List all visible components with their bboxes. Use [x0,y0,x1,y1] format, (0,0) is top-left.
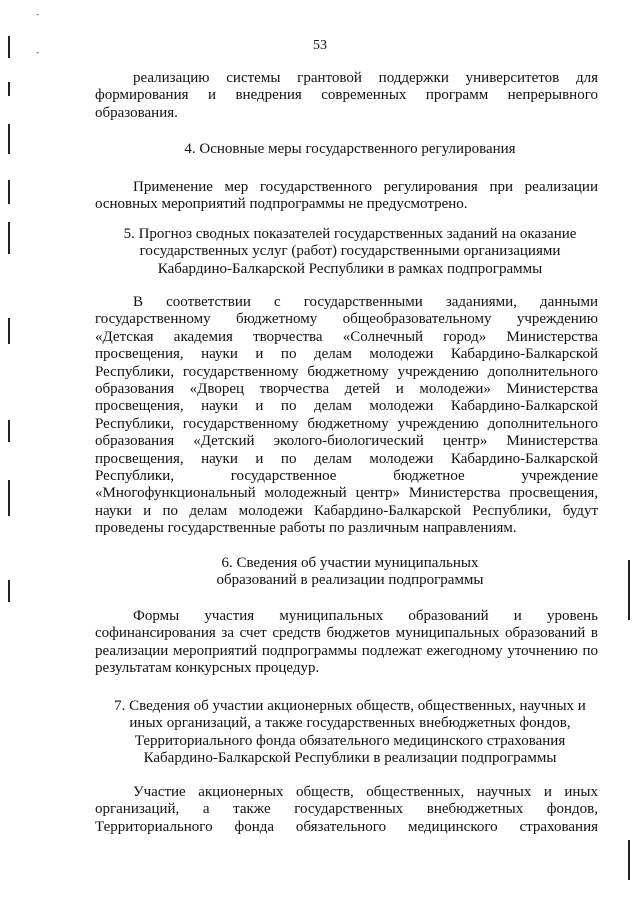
margin-line [628,840,630,880]
section-heading-7 [60,698,640,768]
text-line: формирования и внедрения современных программ непрерывного [95,87,598,104]
text-line: реализации мероприятий подпрограммы подлежат ежегодному уточнению по [95,642,598,659]
text-line: Применение мер государственного регулирования при реализации [133,179,598,195]
heading-line: 7. Сведения об участии акционерных обществ, общественных, научных и [114,698,586,714]
paragraph-state-assignments [95,294,598,538]
text-line: образования. [95,104,178,121]
margin-line [8,318,10,344]
section-heading-5 [60,226,640,278]
heading-line: 6. Сведения об участии муниципальных [221,555,479,571]
paragraph-municipal [95,608,598,678]
text-line: просвещения, науки и по делам молодежи Кабардино-Балкарской [95,346,598,363]
heading-line: иных организаций, а также государственных внебюджетных фондов, [129,715,571,732]
heading-line: 5. Прогноз сводных показателей государственных заданий на оказание [123,226,577,242]
text-line: образования «Дворец творчества детей и молодежи» Министерства [95,381,598,398]
text-line: Республики, государственному бюджетному учреждению дополнительного [95,415,598,432]
text-line: «Многофункциональный молодежный центр» Министерства просвещения, [95,485,598,502]
heading-line: Кабардино-Балкарской Республики в реализации подпрограммы [143,750,557,767]
text-line: Республики, государственному бюджетному учреждению дополнительного [95,363,598,380]
scan-mark: - [36,48,40,58]
heading-line: Кабардино-Балкарской Республики в рамках подпрограммы [157,260,543,277]
heading-line: Территориального фонда обязательного медицинского страхования [134,732,566,749]
margin-line [8,180,10,204]
text-line: Формы участия муниципальных образований и уровень [133,608,598,624]
margin-line [8,124,10,154]
margin-line [8,580,10,602]
page-number: 53 [313,38,327,53]
heading-line: 4. Основные меры государственного регулирования [184,141,516,157]
margin-line [8,420,10,442]
text-line: образования «Детский эколого-биологический центр» Министерства [95,433,598,450]
text-line: «Детская академия творчества «Солнечный город» Министерства [95,328,598,345]
text-line: проведены государственные работы по различным направлениям. [95,520,517,537]
scan-mark: - [36,10,40,20]
section-heading-6 [60,555,640,590]
text-line: Республики, государственное бюджетное учреждение [95,468,598,485]
text-line: основных мероприятий подпрограммы не предусмотрено. [95,196,468,213]
section-heading-4 [60,141,640,158]
text-line: просвещения, науки и по делам молодежи Кабардино-Балкарской [95,398,598,415]
heading-line: государственных услуг (работ) государственными организациями [139,243,561,260]
paragraph-regulation [95,179,598,214]
text-line: науки и по делам молодежи Кабардино-Балкарской Республики, будут [95,502,598,519]
text-line: реализацию системы грантовой поддержки университетов для [133,70,598,86]
text-line: Участие акционерных обществ, общественных, научных и иных [133,784,598,800]
margin-line [8,82,10,96]
text-line: государственному бюджетному общеобразовательному учреждению [95,311,598,328]
paragraph-continuation [95,70,598,122]
text-line: В соответствии с государственными заданиями, данными [133,294,598,310]
text-line: просвещения, науки и по делам молодежи Кабардино-Балкарской [95,450,598,467]
text-line: результатам конкурсных процедур. [95,660,320,677]
text-line: Территориального фонда обязательного медицинского страхования [95,818,598,835]
margin-line [8,480,10,516]
margin-line [8,222,10,254]
paragraph-organizations [95,784,598,836]
text-line: софинансирования за счет средств бюджетов муниципальных образований в [95,625,598,642]
heading-line: образований в реализации подпрограммы [216,572,484,589]
text-line: организаций, а также государственных внебюджетных фондов, [95,801,598,818]
